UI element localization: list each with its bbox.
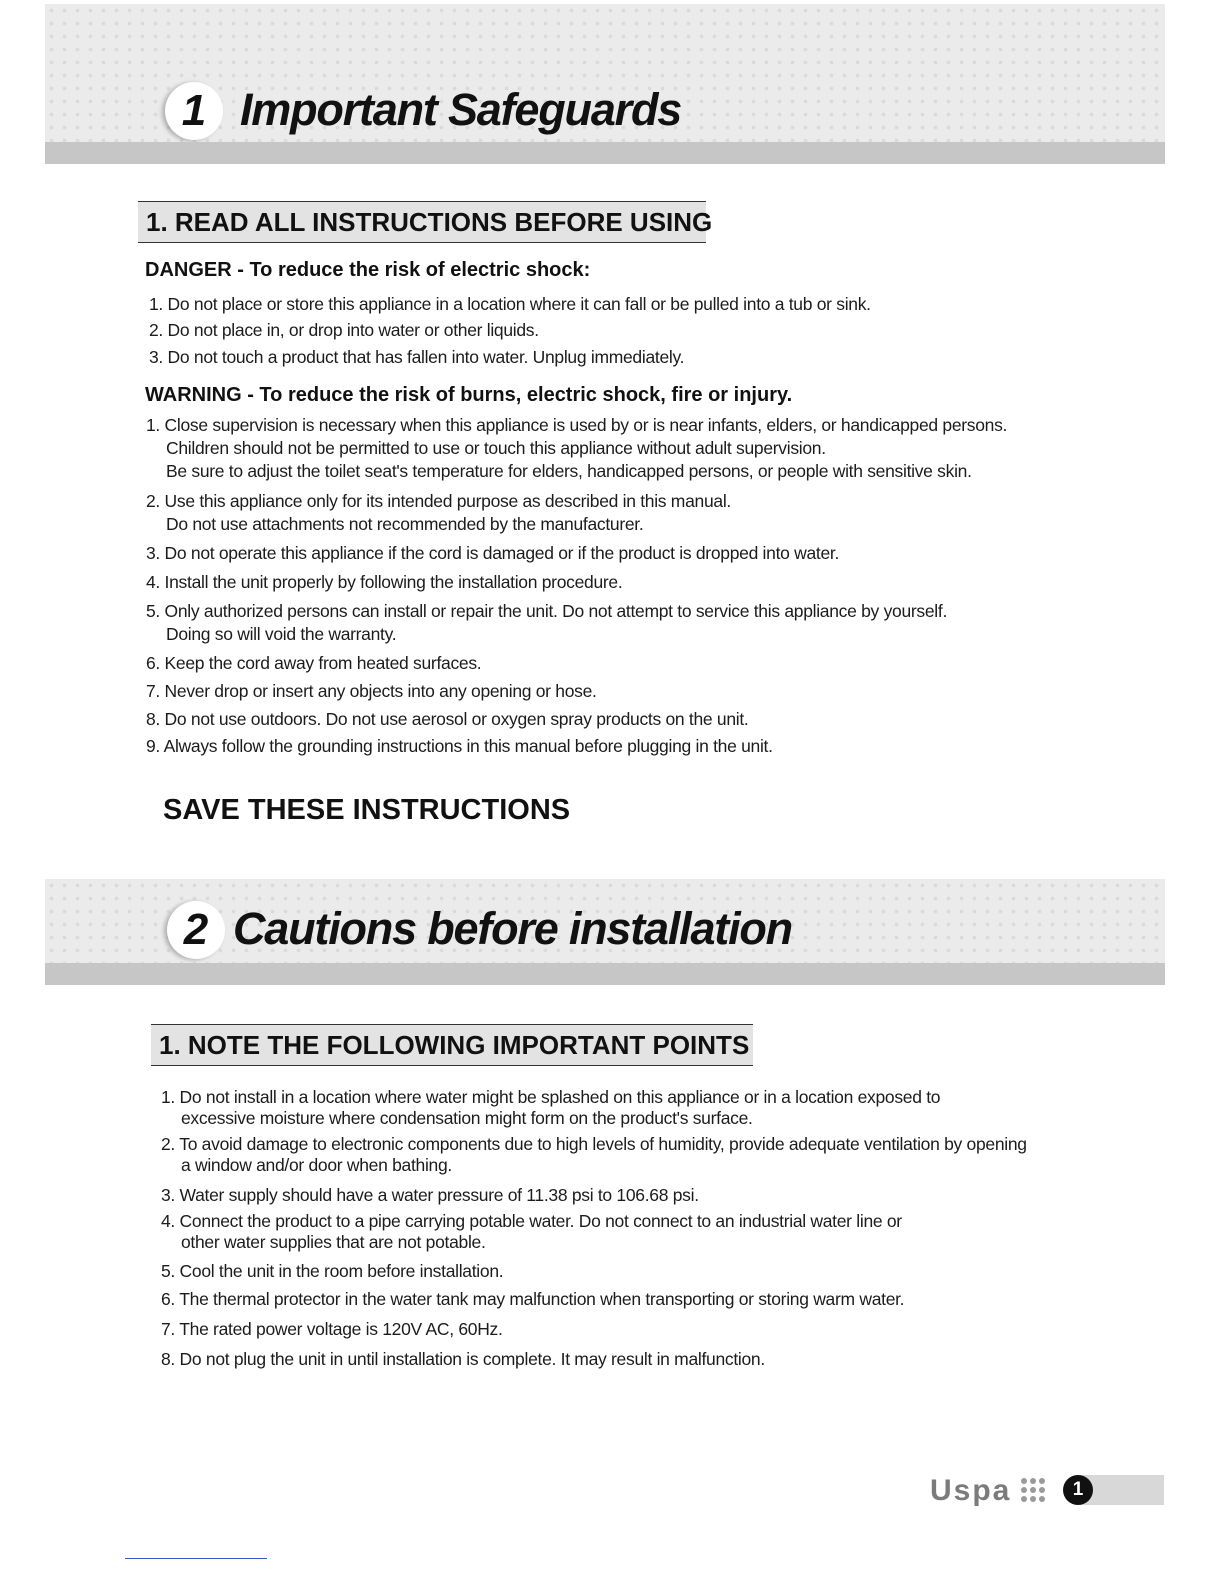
list-item bbox=[149, 293, 871, 316]
list-item bbox=[146, 680, 597, 703]
section-2-title: Cautions before installation bbox=[233, 903, 792, 954]
list-item-line: 9. Always follow the grounding instructions in this manual before plugging in the unit. bbox=[146, 736, 773, 756]
warning-title: WARNING - To reduce the risk of burns, electric shock, fire or injury. bbox=[145, 384, 793, 406]
list-item bbox=[161, 1184, 699, 1207]
list-item bbox=[149, 346, 684, 369]
footer-line bbox=[125, 1558, 267, 1559]
list-item-line: other water supplies that are not potable. bbox=[181, 1232, 486, 1252]
list-item-line: 7. Never drop or insert any objects into any opening or hose. bbox=[146, 681, 597, 701]
list-item-line: Doing so will void the warranty. bbox=[166, 624, 397, 644]
list-item-line: 3. Do not touch a product that has fallen into water. Unplug immediately. bbox=[149, 347, 685, 367]
section-1-heading: 1. READ ALL INSTRUCTIONS BEFORE USING bbox=[138, 201, 706, 243]
list-item-line: 4. Install the unit properly by following the installation procedure. bbox=[146, 572, 623, 592]
list-item bbox=[146, 708, 749, 731]
list-item-line: excessive moisture where condensation might form on the product's surface. bbox=[181, 1108, 753, 1128]
list-item bbox=[146, 571, 622, 594]
list-item-line: 8. Do not use outdoors. Do not use aerosol or oxygen spray products on the unit. bbox=[146, 709, 749, 729]
list-item bbox=[161, 1087, 940, 1129]
list-item-line: 6. The thermal protector in the water tank may malfunction when transporting or storing warm water. bbox=[161, 1289, 905, 1309]
list-item-line: 5. Cool the unit in the room before installation. bbox=[161, 1261, 504, 1281]
list-item bbox=[161, 1348, 765, 1371]
list-item bbox=[146, 414, 1007, 483]
list-item-line: 2. To avoid damage to electronic components due to high levels of humidity, provide adequate ventilation by opening bbox=[161, 1134, 1027, 1154]
list-item-line: 8. Do not plug the unit in until installation is complete. It may result in malfunction. bbox=[161, 1349, 765, 1369]
section-1-banner bbox=[45, 4, 1165, 164]
list-item-line: 1. Do not place or store this appliance in a location where it can fall or be pulled into a tub or sink. bbox=[149, 294, 871, 314]
list-item-line: 4. Connect the product to a pipe carrying potable water. Do not connect to an industrial water line or bbox=[161, 1211, 902, 1231]
section-2-number: 2 bbox=[167, 901, 225, 959]
list-item-line: a window and/or door when bathing. bbox=[181, 1155, 452, 1175]
list-item bbox=[146, 652, 481, 675]
list-item-line: 1. Do not install in a location where water might be splashed on this appliance or in a location exposed to bbox=[161, 1087, 941, 1107]
list-item bbox=[161, 1211, 902, 1253]
section-2-banner bbox=[45, 879, 1165, 985]
list-item bbox=[146, 600, 947, 646]
save-instructions: SAVE THESE INSTRUCTIONS bbox=[163, 794, 571, 826]
page-number: 1 bbox=[1063, 1475, 1093, 1505]
list-item-line: 6. Keep the cord away from heated surfaces. bbox=[146, 653, 482, 673]
list-item-line: 2. Use this appliance only for its intended purpose as described in this manual. bbox=[146, 491, 731, 511]
list-item-line: 1. Close supervision is necessary when this appliance is used by or is near infants, elders, or handicapped persons. bbox=[146, 415, 1008, 435]
list-item-line: 5. Only authorized persons can install or repair the unit. Do not attempt to service this appliance by yourself. bbox=[146, 601, 948, 621]
list-item-line: 3. Water supply should have a water pressure of 11.38 psi to 106.68 psi. bbox=[161, 1185, 699, 1205]
banner-bar bbox=[45, 963, 1165, 985]
list-item-line: 2. Do not place in, or drop into water or other liquids. bbox=[149, 320, 539, 340]
list-item bbox=[146, 490, 731, 536]
list-item bbox=[161, 1134, 1027, 1176]
section-1-title: Important Safeguards bbox=[240, 84, 682, 135]
list-item-line: Children should not be permitted to use or touch this appliance without adult supervision. bbox=[166, 438, 826, 458]
danger-title: DANGER - To reduce the risk of electric shock: bbox=[145, 259, 591, 281]
list-item bbox=[149, 319, 539, 342]
banner-bar bbox=[45, 142, 1165, 164]
list-item bbox=[161, 1288, 904, 1311]
list-item bbox=[146, 735, 773, 758]
brand-dots-icon bbox=[1021, 1478, 1045, 1502]
list-item-line: 3. Do not operate this appliance if the cord is damaged or if the product is dropped into water. bbox=[146, 543, 840, 563]
list-item bbox=[161, 1318, 503, 1341]
list-item-line: Do not use attachments not recommended by the manufacturer. bbox=[166, 514, 644, 534]
list-item bbox=[161, 1260, 503, 1283]
brand-logo: Uspa bbox=[930, 1474, 1012, 1507]
list-item-line: 7. The rated power voltage is 120V AC, 60Hz. bbox=[161, 1319, 503, 1339]
list-item bbox=[146, 542, 839, 565]
section-2-heading: 1. NOTE THE FOLLOWING IMPORTANT POINTS bbox=[151, 1024, 753, 1066]
section-1-number: 1 bbox=[165, 82, 223, 140]
list-item-line: Be sure to adjust the toilet seat's temperature for elders, handicapped persons, or people with sensitive skin. bbox=[166, 461, 972, 481]
